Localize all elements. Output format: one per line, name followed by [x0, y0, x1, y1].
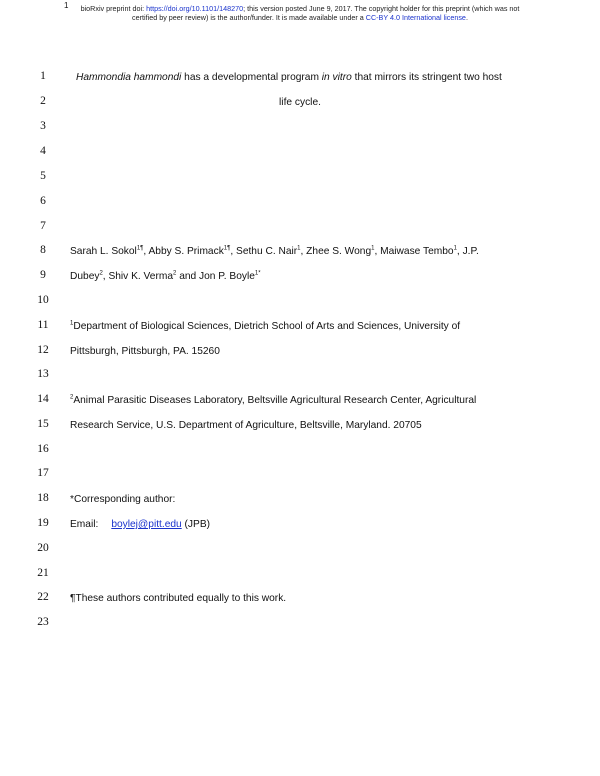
- line-number: 13: [37, 368, 49, 380]
- line-number: 15: [37, 418, 49, 430]
- line-number: 2: [40, 95, 46, 107]
- line-number: 8: [40, 244, 46, 256]
- species-name: Hammondia hammondi: [76, 72, 182, 83]
- banner-line-1: bioRxiv preprint doi: https://doi.org/10.1101/148270; this version posted June 9, 2017. The copyright holder for this preprint (which was not: [80, 4, 520, 13]
- line-number: 3: [40, 120, 46, 132]
- line-number: 14: [37, 393, 49, 405]
- line-number: 22: [37, 591, 49, 603]
- line-number: 12: [37, 344, 49, 356]
- line-number: 18: [37, 492, 49, 504]
- affiliation-2-line-1: $^2$Animal Parasitic Diseases Laboratory, Beltsville Agricultural Research Center, Agricultural: [70, 394, 477, 406]
- doi-link[interactable]: https://doi.org/10.1101/148270: [146, 4, 244, 13]
- preprint-banner: [30, 4, 570, 22]
- line-number: 7: [40, 220, 46, 232]
- line-number: 5: [40, 170, 46, 182]
- corresponding-author-heading: *Corresponding author:: [70, 494, 176, 505]
- line-number: 16: [37, 443, 49, 455]
- line-number: 11: [37, 319, 49, 331]
- banner-line-2: certified by peer review) is the author/funder. It is made available under a CC-BY 4.0 International license.: [132, 13, 468, 22]
- line-number: 23: [37, 616, 49, 628]
- in-vitro-term: in vitro: [321, 72, 352, 83]
- title-line-2: life cycle.: [279, 97, 321, 108]
- affiliation-1-line-1: $^1$Department of Biological Sciences, Dietrich School of Arts and Sciences, University of: [70, 320, 461, 332]
- line-number: 20: [37, 542, 49, 554]
- affiliation-1-line-2: Pittsburgh, Pittsburgh, PA. 15260: [70, 346, 220, 357]
- authors-line-2: Dubey$^2$, Shiv K. Verma$^2$ and Jon P. Boyle$^{1*}$: [70, 270, 261, 282]
- line-number: 9: [40, 269, 46, 281]
- line-number: 19: [37, 517, 49, 529]
- line-number: 17: [37, 467, 49, 479]
- line-number: 1: [40, 70, 46, 82]
- line-number: 21: [37, 567, 49, 579]
- title-line-1: Hammondia hammondi has a developmental program in vitro that mirrors its stringent two host: [76, 72, 502, 83]
- email-line: Email: boylej@pitt.edu (JPB): [70, 519, 211, 530]
- email-link[interactable]: boylej@pitt.edu: [111, 519, 182, 530]
- affiliation-2-line-2: Research Service, U.S. Department of Agriculture, Beltsville, Maryland. 20705: [70, 420, 422, 431]
- line-number: 6: [40, 195, 46, 207]
- page-number: 1: [64, 1, 69, 10]
- line-number: 4: [40, 145, 46, 157]
- license-link[interactable]: CC-BY 4.0 International license: [365, 13, 466, 22]
- line-number: 10: [37, 294, 49, 306]
- authors-line-1: Sarah L. Sokol$^{1\P}$, Abby S. Primack$^{1\P}$, Sethu C. Nair$^1$, Zhee S. Wong$^1$, Maiwase Tembo$^1$, J.P.: [70, 245, 479, 257]
- equal-contribution-note: ¶These authors contributed equally to this work.: [70, 593, 287, 604]
